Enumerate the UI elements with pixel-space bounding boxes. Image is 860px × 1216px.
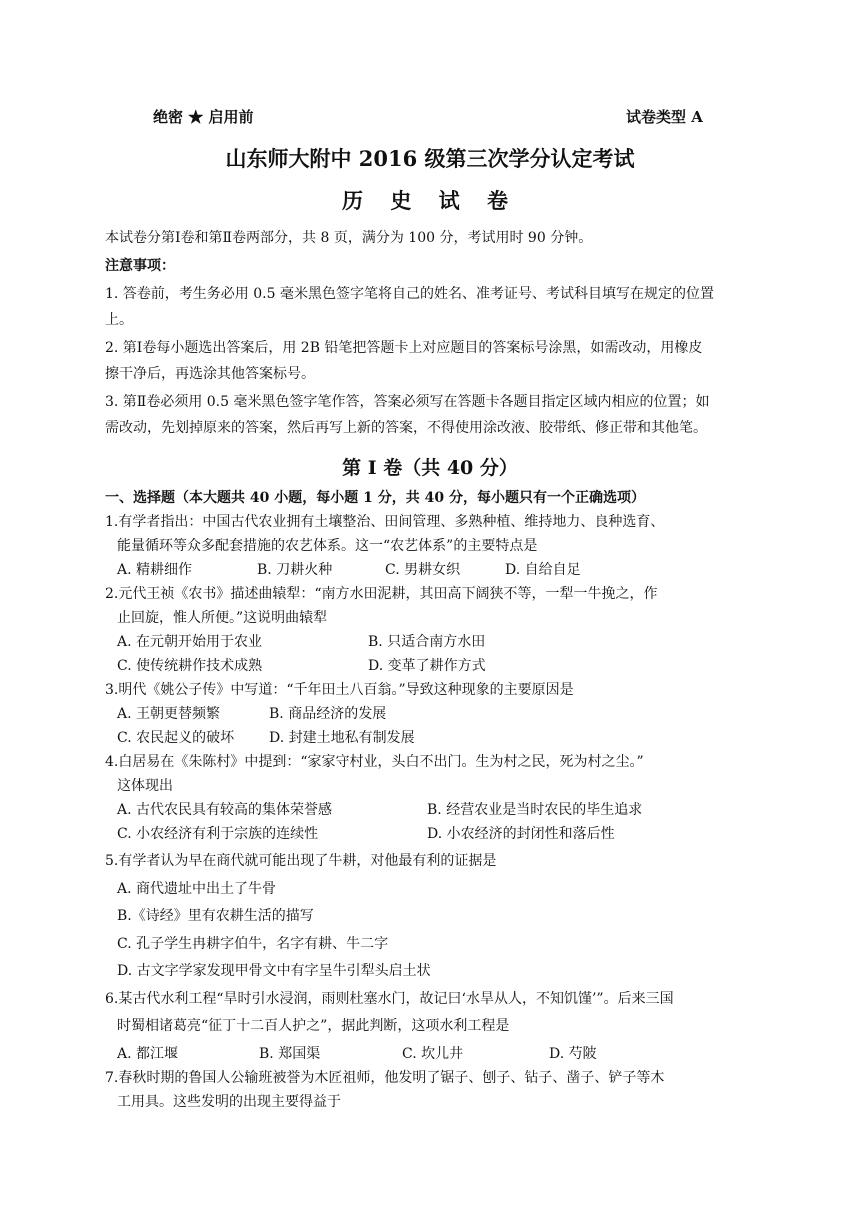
question-2-option-a: A. 在元朝开始用于农业 xyxy=(117,634,263,650)
question-4-option-a: A. 古代农民具有较高的集体荣誉感 xyxy=(117,802,333,818)
exam-title: 山东师大附中 2016 级第三次学分认定考试 xyxy=(225,146,635,171)
question-7-stem-cont: 工用具。这些发明的出现主要得益于 xyxy=(117,1094,341,1110)
notice-item-2: 2. 第Ⅰ卷每小题选出答案后，用 2B 铅笔把答题卡上对应题目的答案标号涂黑，如需改动，用橡皮 xyxy=(105,340,703,356)
question-6-stem: 6.某古代水利工程“旱时引水浸润，雨则杜塞水门，故记曰‘水旱从人，不知饥馑’”。后来三国 xyxy=(105,991,674,1007)
question-2-option-d: D. 变革了耕作方式 xyxy=(368,658,486,674)
question-6-option-d: D. 芍陂 xyxy=(549,1046,597,1062)
question-6-stem-cont: 时蜀相诸葛亮“征丁十二百人护之”，据此判断，这项水利工程是 xyxy=(117,1018,510,1034)
question-3-option-d: D. 封建土地私有制发展 xyxy=(269,730,415,746)
question-4-option-d: D. 小农经济的封闭性和落后性 xyxy=(427,826,615,842)
section-title: 第 I 卷（共 40 分） xyxy=(342,457,518,479)
question-6-option-b: B. 郑国渠 xyxy=(259,1046,321,1062)
confidential-label: 绝密 ★ 启用前 xyxy=(153,108,254,126)
notice-item-3-cont: 需改动，先划掉原来的答案，然后再写上新的答案，不得使用涂改液、胶带纸、修正带和其他笔。 xyxy=(105,420,707,436)
question-4-stem: 4.白居易在《朱陈村》中提到：“家家守村业，头白不出门。生为村之民，死为村之尘。” xyxy=(105,754,644,770)
question-5-option-c: C. 孔子学生冉耕字伯牛，名字有耕、牛二字 xyxy=(117,936,389,952)
question-4-option-b: B. 经营农业是当时农民的毕生追求 xyxy=(427,802,643,818)
question-5-option-d: D. 古文字学家发现甲骨文中有字呈牛引犁头启土状 xyxy=(117,963,431,979)
question-6-option-a: A. 都江堰 xyxy=(117,1046,179,1062)
question-4-stem-cont: 这体现出 xyxy=(117,778,173,794)
notice-item-2-cont: 擦干净后，再选涂其他答案标号。 xyxy=(105,366,315,382)
question-6-option-c: C. 坎儿井 xyxy=(402,1046,464,1062)
question-1-stem: 1.有学者指出：中国古代农业拥有土壤整治、田间管理、多熟种植、维持地力、良种选育、 xyxy=(105,514,665,530)
question-4-option-c: C. 小农经济有利于宗族的连续性 xyxy=(117,826,319,842)
part-heading: 一、选择题（本大题共 40 小题，每小题 1 分，共 40 分，每小题只有一个正确选项） xyxy=(105,490,645,506)
notice-item-1: 1. 答卷前，考生务必用 0.5 毫米黑色签字笔将自己的姓名、准考证号、考试科目填写在规定的位置 xyxy=(105,286,714,302)
question-1-option-d: D. 自给自足 xyxy=(505,562,581,578)
question-7-stem: 7.春秋时期的鲁国人公输班被誉为木匠祖师，他发明了锯子、刨子、钻子、凿子、铲子等木 xyxy=(105,1070,665,1086)
question-3-stem: 3.明代《姚公子传》中写道：“千年田土八百翁。”导致这种现象的主要原因是 xyxy=(105,682,574,698)
question-5-option-a: A. 商代遗址中出土了牛骨 xyxy=(117,881,277,897)
question-2-stem: 2.元代王祯《农书》描述曲辕犁：“南方水田泥耕，其田高下阔狭不等，一犁一牛挽之，作 xyxy=(105,586,658,602)
question-1-option-a: A. 精耕细作 xyxy=(117,562,193,578)
intro-text: 本试卷分第Ⅰ卷和第Ⅱ卷两部分，共 8 页，满分为 100 分，考试用时 90 分钟。 xyxy=(105,230,593,246)
question-1-option-c: C. 男耕女织 xyxy=(385,562,461,578)
question-3-option-c: C. 农民起义的破坏 xyxy=(117,730,235,746)
subject-title: 历 史 试 卷 xyxy=(342,188,518,213)
question-3-option-a: A. 王朝更替频繁 xyxy=(117,706,221,722)
notice-item-3: 3. 第Ⅱ卷必须用 0.5 毫米黑色签字笔作答，答案必须写在答题卡各题目指定区域内相应的位置；如 xyxy=(105,394,710,410)
question-5-stem: 5.有学者认为早在商代就可能出现了牛耕，对他最有利的证据是 xyxy=(105,853,497,869)
question-2-option-c: C. 使传统耕作技术成熟 xyxy=(117,658,263,674)
question-1-stem-cont: 能量循环等众多配套措施的农艺体系。这一“农艺体系”的主要特点是 xyxy=(117,538,538,554)
question-5-option-b: B.《诗经》里有农耕生活的描写 xyxy=(117,908,314,924)
paper-type-label: 试卷类型 A xyxy=(626,108,703,126)
question-1-option-b: B. 刀耕火种 xyxy=(257,562,333,578)
question-2-stem-cont: 止回旋，惟人所便。”这说明曲辕犁 xyxy=(117,610,328,626)
question-2-option-b: B. 只适合南方水田 xyxy=(368,634,486,650)
notice-heading: 注意事项： xyxy=(105,258,175,274)
notice-item-1-cont: 上。 xyxy=(105,312,133,328)
question-3-option-b: B. 商品经济的发展 xyxy=(269,706,387,722)
